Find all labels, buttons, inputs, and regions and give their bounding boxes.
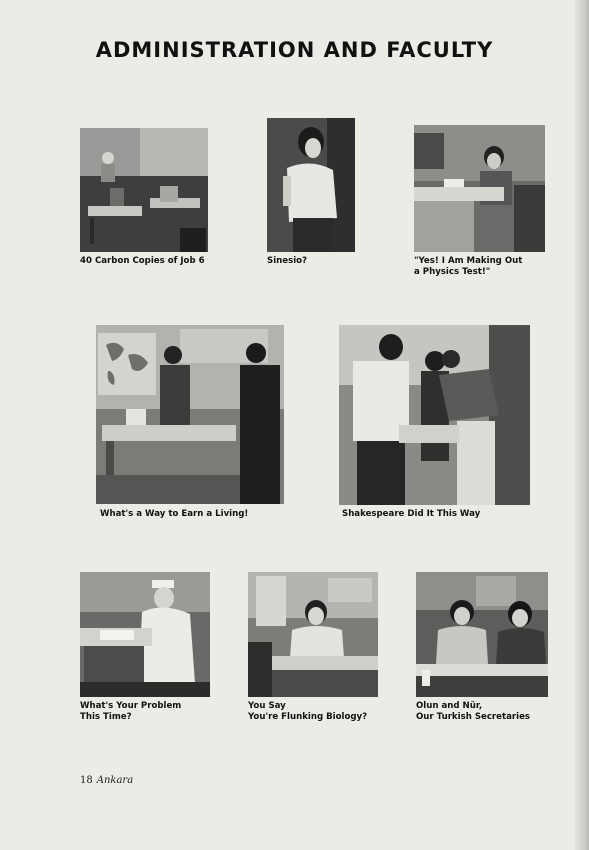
photo-physics-test: [414, 125, 545, 252]
photo-secretaries: [416, 572, 548, 697]
photo-biology: [248, 572, 378, 697]
caption-nurse: What's Your Problem This Time?: [80, 701, 182, 722]
page-edge: [575, 0, 589, 850]
photo-shakespeare: [339, 325, 530, 505]
photo-sinesio: [267, 118, 355, 252]
caption-sinesio: Sinesio?: [267, 256, 308, 266]
caption-secretaries: Olun and Nür, Our Turkish Secretaries: [416, 701, 531, 722]
publication-name: Ankara: [96, 775, 134, 786]
photo-carbon-copies: [80, 128, 208, 252]
photo-earn-a-living: [96, 325, 284, 504]
caption-biology: You Say You're Flunking Biology?: [248, 701, 368, 722]
caption-earn-a-living: What's a Way to Earn a Living!: [100, 509, 249, 519]
page-footer: [80, 775, 133, 786]
page-number: 18: [80, 775, 93, 786]
page-title: ADMINISTRATION AND FACULTY: [95, 38, 494, 62]
caption-carbon-copies: 40 Carbon Copies of Job 6: [80, 256, 205, 266]
caption-shakespeare: Shakespeare Did It This Way: [342, 509, 481, 519]
caption-physics-test: "Yes! I Am Making Out a Physics Test!": [414, 256, 523, 277]
photo-nurse: [80, 572, 210, 697]
